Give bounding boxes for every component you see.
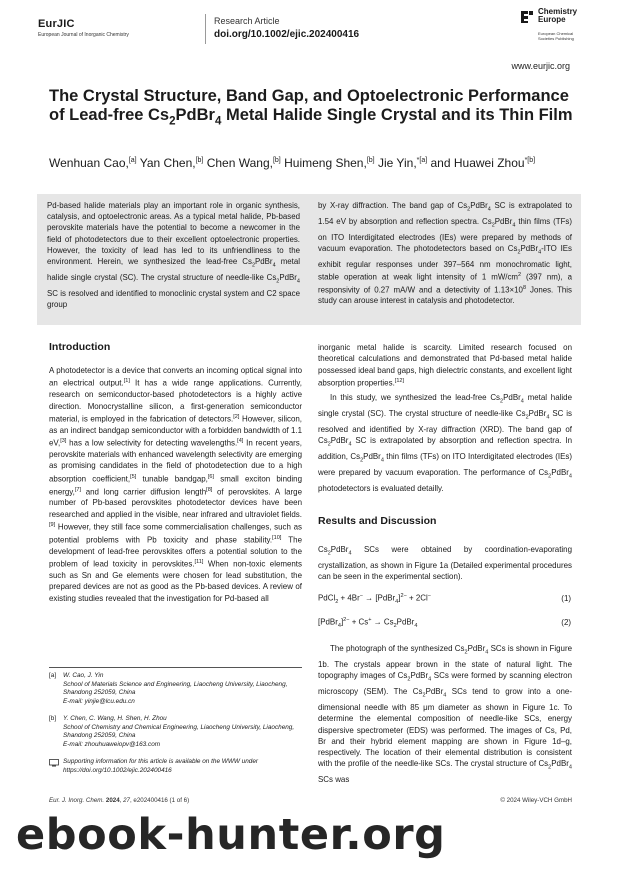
equation-2: [PdBr$_4$]$^{2-}$ + $Cs^+ \to Cs_2PdBr_4$: [318, 617, 418, 630]
article-title: [49, 87, 579, 131]
introduction-heading: Introduction: [49, 341, 111, 353]
copyright: © 2024 Wiley-VCH GmbH: [500, 797, 572, 804]
affiliation-a-names: W. Cao, J. Yin: [63, 672, 104, 679]
chemistry-europe-logo-icon: [520, 10, 534, 24]
abstract-left-column: Pd-based halide materials play an important role in organic synthesis, catalysis, and optoelectronic areas. As a typical metal halide, Pb-based perovskite materials have the potential to become a newcomer in the field of photodetectors due to their excellent optoelectronic properties. However, the toxicity of lead has led to its unfriendliness to the environment. Herein, we synthesized the lead-free $Cs_2PdBr_4$ metal halide single crystal (SC). The crystal structure of needle-like $Cs_2PdBr_4$ SC is resolved and identified to monoclinic crystal system and C2 space group: [47, 201, 300, 309]
publisher-name-line-1: Chemistry: [538, 7, 578, 16]
equation-2-number: (2): [561, 618, 571, 627]
publisher-subtitle: European Chemical Societies Publishing: [538, 31, 574, 41]
article-type: Research Article: [214, 16, 280, 26]
monitor-icon: [49, 759, 59, 767]
affiliation-a-institution: School of Materials Science and Engineering, Liaocheng University, Liaocheng, Shandong 252059, China: [63, 680, 288, 697]
publisher-name: [538, 8, 577, 24]
affiliation-a-tag: [a]: [49, 672, 57, 679]
publisher-name-line-2: Europe: [538, 15, 566, 24]
author-list: Wenhuan Cao,[a] Yan Chen,[b] Chen Wang,[b] Huimeng Shen,[b] Jie Yin,$^{*[a]}$ and Huawei Zhou$^{*[b]}$: [49, 156, 536, 170]
affiliation-a-email[interactable]: E-mail: yinjie@lcu.edu.cn: [63, 697, 135, 705]
doi-link[interactable]: doi.org/10.1002/ejic.202400416: [214, 29, 360, 40]
supporting-information: [49, 758, 302, 778]
watermark-text: ebook-hunter.org: [16, 810, 446, 860]
supporting-information-text[interactable]: Supporting information for this article is available on the WWW under https://doi.org/10.1002/ejic.202400416: [63, 758, 259, 774]
equation-1-number: (1): [561, 594, 571, 603]
results-paragraph-2: The photograph of the synthesized $Cs_2PdBr_4$ SCs is shown in Figure 1b. The crystals appear brown in the state of natural light. The topography images of $Cs_2PdBr_4$ SCs were formed by scanning electron microscopy (SEM). The $Cs_2PdBr_4$ SCs tend to grow into a one-dimensional needle with 85 μm diameter as shown in Figure 1c. To determine the elemental composition of needle-like SCs, energy dispersive spectrometer (EDS) was performed. The images of Cs, Pd, Br and their hybrid element mapping are shown in Figure 1d–g, respectively. The location of their elemental distribution is consistent with the profile of the needle-like SCs. The crystal structure of $Cs_2PdBr_4$ SCs was: [318, 644, 573, 785]
affiliation-b-tag: [b]: [49, 715, 57, 722]
affiliation-b-institution: School of Chemistry and Chemical Engineering, Liaocheng University, Liaocheng, Shandong 252059, China: [63, 723, 295, 740]
affiliation-b-email[interactable]: E-mail: zhouhuaweiopv@163.com: [63, 740, 161, 748]
introduction-right-text-1: inorganic metal halide is scarcity. Limited research focused on theoretical calculations and demonstrated that Pd-based metal halide possessed ideal band gaps, high dielectric constants, and excellent light absorption properties.[12]: [318, 343, 572, 388]
affiliation-divider: [49, 667, 302, 668]
header-divider: [205, 14, 206, 44]
journal-website-link[interactable]: www.eurjic.org: [511, 61, 570, 71]
journal-abbreviation: EurJIC: [38, 18, 75, 30]
results-heading: Results and Discussion: [318, 515, 437, 527]
equation-1: PdCl$_2$ + 4Br− → [PdBr$_4$]$^{2-}$ + 2Cl−: [318, 593, 432, 606]
introduction-right-text-2: In this study, we synthesized the lead-free $Cs_2PdBr_4$ metal halide single crystal (SC). The crystal structure of needle-like $Cs_2PdBr_4$ SC is resolved and identified by X-ray diffraction (XRD). The band gap of $Cs_2PdBr_4$ SC is extrapolated by absorption and reflection spectra. In addition, $Cs_2PdBr_4$ thin films (TFs) on ITO Interdigitated electrodes (IEs) were prepared by vacuum evaporation. The performance of $Cs_2PdBr_4$ photodetectors is evaluated detailly.: [318, 393, 573, 493]
abstract-right-column: by X-ray diffraction. The band gap of $Cs_2PdBr_4$ SC is extrapolated to 1.54 eV by absorption and reflection spectra. $Cs_2PdBr_4$ thin films (TFs) on ITO Interdigitated electrodes (IEs) were prepared by methods of vacuum evaporation. The photodetectors based on $Cs_2PdBr_4$-ITO IEs exhibit regular responses under 397–564 nm monochromatic light, stable operation at weak light intensity of 1 $mW/cm^2$ (397 nm), a responsivity of 0.27 mA/W and a detectivity of $1.13\times 10^8$ Jones. This study can arouse interest in catalysis and photodetector.: [318, 201, 572, 306]
affiliation-a: [49, 672, 302, 712]
journal-citation: Eur. J. Inorg. Chem. 2024, 27, e202400416 (1 of 6): [49, 797, 190, 804]
introduction-left-text: A photodetector is a device that converts an incoming optical signal into an electrical output.[1] It has a wide range applications. Currently, research on semiconductor-based photodetectors is a highly active direction. Monocrystalline silicon, a first-generation semiconductor material, is employed in the fabrication of detectors.[2] However, silicon, as an indirect bandgap semiconductor with a forbidden bandwidth of 1.1 eV,[3] has a low selectivity for detecting wavelengths.[4] In recent years, perovskite materials with enhanced wavelength selectivity are emerging as promising candidates in the field of photodetection due to a high absorption coefficient,[5] tunable bandgap,[6] small exciton binding energy,[7] and long carrier diffusion length[8] of perovskites. A large number of Pb-based perovskites photodetector devices have been researched and applied in the visible, near infrared and ultraviolet fields.[9] However, they still face some commercialisation challenges, such as potential problems with Pb toxicity and phase stability.[10] The development of lead-free perovskites offers a potential solution to the problem of lead toxicity in perovskites.[11] When non-toxic elements such as Sn and Ge elements were chosen for lead substitution, the prepared devices are not as good as the Pb-based devices. A review of existing studies revealed that the investigation for Pd-based all: [49, 366, 302, 603]
journal-full-name: European Journal of Inorganic Chemistry: [38, 32, 129, 38]
results-paragraph-1: $Cs_2PdBr_4$ SCs were obtained by coordination-evaporating crystallization, as shown in Figure 1a (Detailed experimental procedures can be seen in the experimental section).: [318, 545, 572, 582]
title-text: The Crystal Structure, Band Gap, and Optoelectronic Performance of Lead-free $Cs_2PdBr_4$ Metal Halide Single Crystal and its Thin Film: [49, 87, 573, 128]
affiliation-b: [49, 715, 302, 755]
affiliation-b-names: Y. Chen, C. Wang, H. Shen, H. Zhou: [63, 715, 167, 722]
